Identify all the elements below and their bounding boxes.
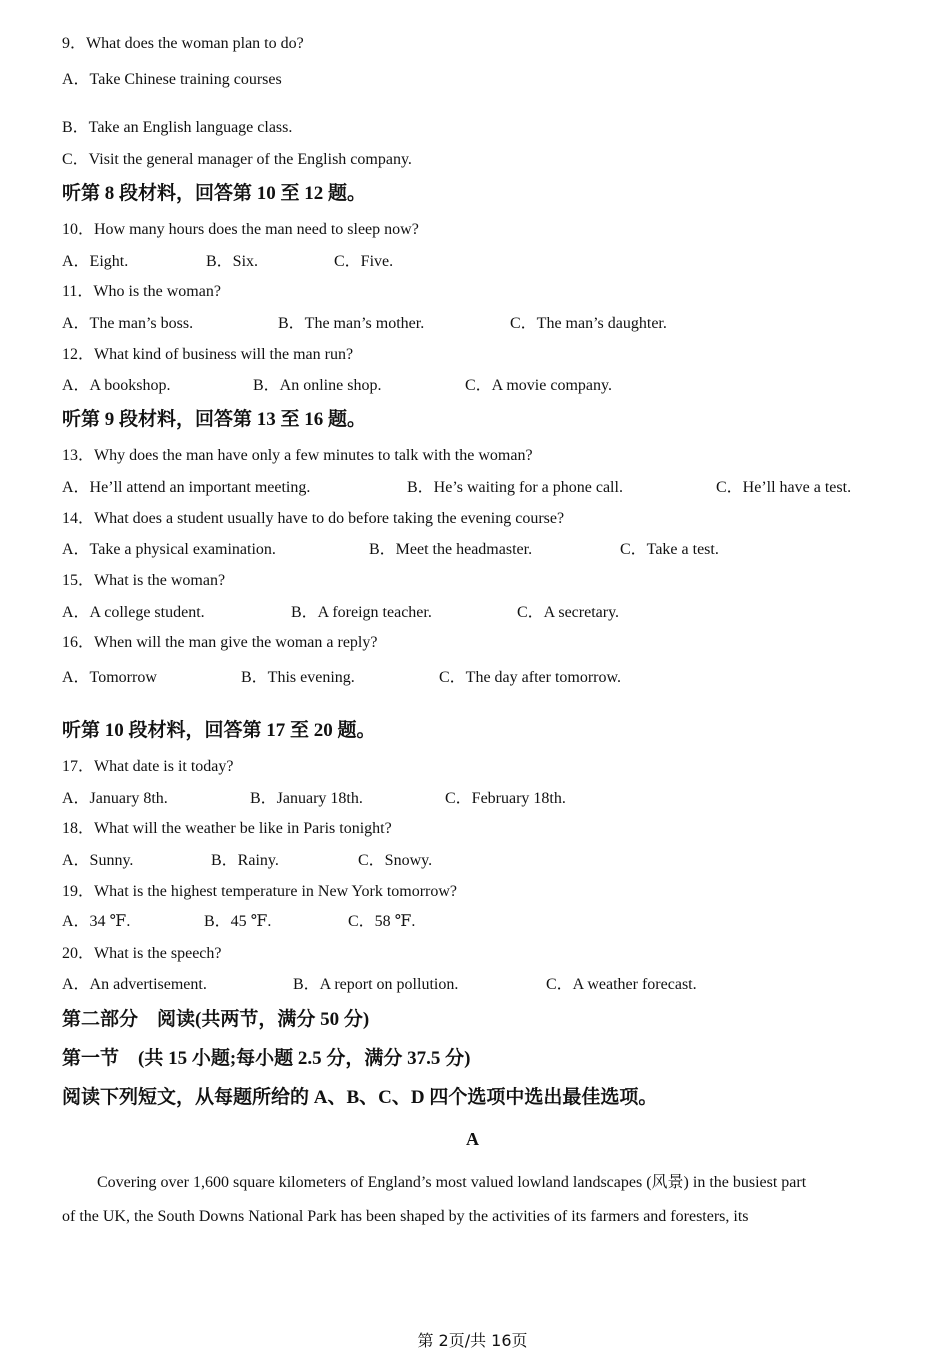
answer-option: A．A college student. (62, 604, 205, 621)
answer-option: A．Sunny. (62, 852, 134, 869)
passage-line-1: Covering over 1,600 square kilometers of England’s most valued lowland landscapes (风景) in the busiest part (97, 1174, 807, 1191)
section-heading: 听第 8 段材料，回答第 10 至 12 题。 (62, 183, 367, 204)
section-heading: 阅读下列短文，从每题所给的 A、B、C、D 四个选项中选出最佳选项。 (62, 1087, 658, 1108)
question-text: 17．What date is it today? (62, 758, 234, 775)
answer-option: C．A weather forecast. (546, 976, 697, 993)
section-heading: 听第 9 段材料，回答第 13 至 16 题。 (62, 409, 367, 430)
passage-line-2: of the UK, the South Downs National Park has been shaped by the activities of its farmers and foresters, its (62, 1208, 749, 1225)
answer-option: B．The man’s mother. (278, 315, 425, 332)
section-heading: 第一节 (共 15 小题;每小题 2.5 分，满分 37.5 分) (62, 1048, 471, 1069)
answer-option: A．Eight. (62, 253, 129, 270)
question-text: C．Visit the general manager of the English company. (62, 151, 412, 168)
answer-option: A．January 8th. (62, 790, 168, 807)
answer-option: A．Take a physical examination. (62, 541, 276, 558)
passage-title: A (466, 1129, 479, 1149)
answer-option: B．Rainy. (211, 852, 279, 869)
answer-option: C．Snowy. (358, 852, 433, 869)
answer-option: A．34 ℉. (62, 913, 131, 930)
question-text: 12．What kind of business will the man run? (62, 346, 354, 363)
question-text: A．Take Chinese training courses (62, 71, 282, 88)
answer-option: C．58 ℉. (348, 913, 416, 930)
answer-option: A．Tomorrow (62, 669, 157, 686)
answer-option: A．An advertisement. (62, 976, 207, 993)
answer-option: B．Meet the headmaster. (369, 541, 533, 558)
answer-option: A．The man’s boss. (62, 315, 194, 332)
question-text: 11．Who is the woman? (62, 283, 221, 300)
answer-option: C．The man’s daughter. (510, 315, 667, 332)
section-heading: 听第 10 段材料，回答第 17 至 20 题。 (62, 720, 376, 741)
answer-option: B．Six. (206, 253, 259, 270)
question-text: 15．What is the woman? (62, 572, 226, 589)
question-text: 18．What will the weather be like in Paris tonight? (62, 820, 392, 837)
answer-option: C．A secretary. (517, 604, 620, 621)
question-text: 19．What is the highest temperature in New York tomorrow? (62, 883, 458, 900)
question-text: 10．How many hours does the man need to sleep now? (62, 221, 419, 238)
answer-option: B．January 18th. (250, 790, 363, 807)
answer-option: A．A bookshop. (62, 377, 171, 394)
answer-option: B．An online shop. (253, 377, 382, 394)
question-text: 14．What does a student usually have to do before taking the evening course? (62, 510, 565, 527)
answer-option: B．This evening. (241, 669, 355, 686)
answer-option: A．He’ll attend an important meeting. (62, 479, 311, 496)
answer-option: C．Five. (334, 253, 394, 270)
answer-option: B．He’s waiting for a phone call. (407, 479, 623, 496)
question-text: 13．Why does the man have only a few minutes to talk with the woman? (62, 447, 533, 464)
answer-option: C．A movie company. (465, 377, 612, 394)
answer-option: B．A report on pollution. (293, 976, 459, 993)
answer-option: B．A foreign teacher. (291, 604, 432, 621)
answer-option: C．He’ll have a test. (716, 479, 852, 496)
section-heading: 第二部分 阅读(共两节，满分 50 分) (62, 1009, 370, 1030)
page-footer: 第 2页/共 16页 (417, 1331, 528, 1350)
question-text: 16．When will the man give the woman a reply? (62, 634, 378, 651)
answer-option: B．45 ℉. (204, 913, 272, 930)
answer-option: C．Take a test. (620, 541, 719, 558)
question-text: B．Take an English language class. (62, 119, 293, 136)
answer-option: C．February 18th. (445, 790, 566, 807)
answer-option: C．The day after tomorrow. (439, 669, 622, 686)
question-text: 9．What does the woman plan to do? (62, 35, 304, 52)
question-text: 20．What is the speech? (62, 945, 222, 962)
